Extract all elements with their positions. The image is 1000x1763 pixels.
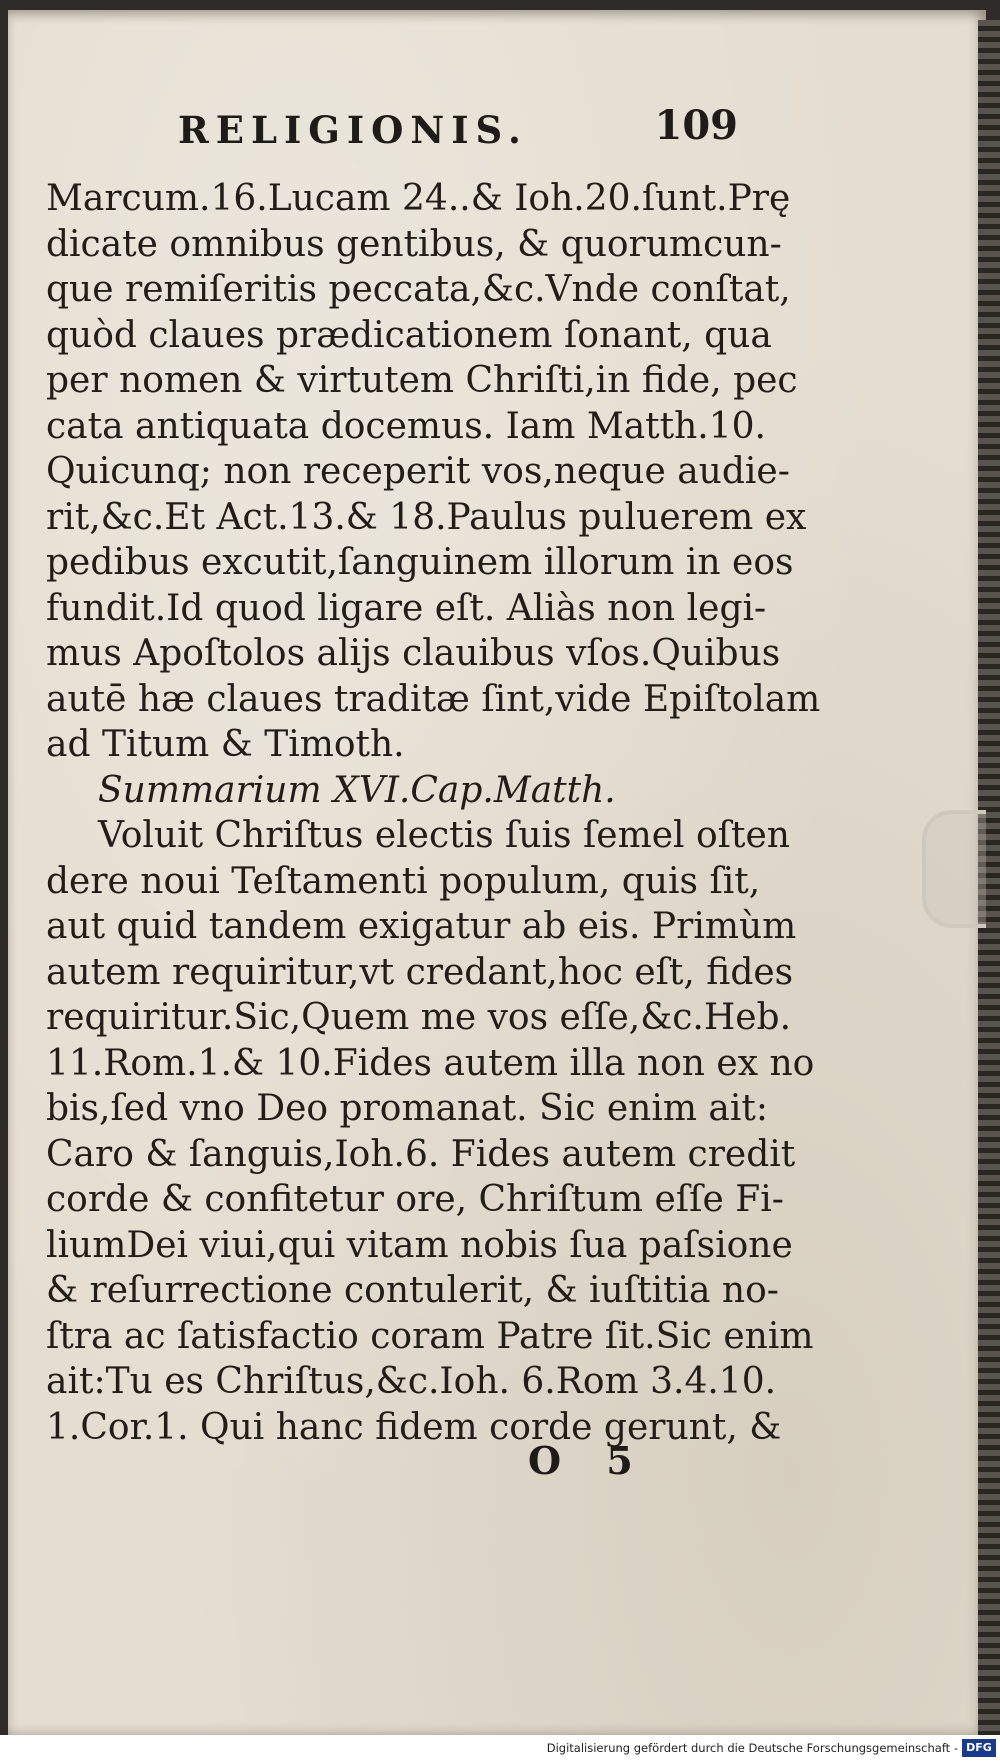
section-heading: Summarium XVI.Cap.Matth. — [98, 769, 616, 811]
text-line: Quicunq; non receperit vos,neque audie- — [46, 451, 790, 492]
text-line: corde & confitetur ore, Chriſtum eſſe Fi- — [46, 1179, 784, 1220]
dfg-logo: DFG — [962, 1739, 996, 1757]
page-number: 109 — [654, 102, 738, 149]
footer-credit: Digitalisierung gefördert durch die Deutsche Forschungsgemeinschaft - — [546, 1741, 958, 1755]
text-line: ad Titum & Timoth. — [46, 724, 405, 765]
text-line: Voluit Chriſtus electis ſuis ſemel oſten — [98, 815, 790, 856]
text-line: rit,&c.Et Act.13.& 18.Paulus puluerem ex — [46, 496, 807, 538]
text-line: per nomen & virtutem Chriſti,in fide, pec — [46, 360, 798, 401]
book-clip — [922, 810, 986, 928]
footer-bar — [0, 1735, 1000, 1763]
text-line: quòd claues prædicationem ſonant, qua — [46, 314, 772, 356]
text-line: requiritur.Sic,Quem me vos eſſe,&c.Heb. — [46, 997, 792, 1038]
book-page — [8, 10, 986, 1735]
text-line: dicate omnibus gentibus, & quorumcun- — [46, 223, 782, 265]
running-head — [178, 98, 738, 158]
text-line: aut quid tandem exigatur ab eis. Primùm — [46, 906, 797, 947]
text-line: mus Apoſtolos alijs clauibus vſos.Quibus — [46, 633, 781, 674]
text-line: Caro & ſanguis,Ioh.6. Fides autem credit — [46, 1133, 796, 1175]
text-line: autem requiritur,vt credant,hoc eſt, fides — [46, 951, 794, 993]
running-head-title: RELIGIONIS. — [178, 108, 528, 152]
text-line: ait:Tu es Chriſtus,&c.Ioh. 6.Rom 3.4.10. — [46, 1361, 777, 1402]
text-line: autē hæ claues traditæ ſint,vide Epiſtolam — [46, 678, 821, 720]
text-line: bis,ſed vno Deo promanat. Sic enim ait: — [46, 1088, 768, 1129]
text-line: cata antiquata docemus. Iam Matth.10. — [46, 405, 766, 447]
text-line: pedibus excutit,ſanguinem illorum in eos — [46, 542, 794, 583]
text-line: 11.Rom.1.& 10.Fides autem illa non ex no — [46, 1042, 815, 1084]
text-line: fundit.Id quod ligare eſt. Aliàs non legi- — [46, 587, 767, 629]
body-text — [46, 176, 821, 1450]
text-line: ſtra ac ſatisfactio coram Patre ſit.Sic enim — [46, 1315, 814, 1357]
text-line: Marcum.16.Lucam 24..& Ioh.20.ſunt.Prę — [46, 178, 791, 219]
text-line: & reſurrectione contulerit, & iuſtitia no- — [46, 1270, 779, 1311]
text-line: dere noui Teſtamenti populum, quis ſit, — [46, 860, 761, 902]
text-line: 1.Cor.1. Qui hanc fidem corde gerunt, & — [46, 1406, 782, 1448]
signature-mark: O 5 — [528, 1438, 649, 1483]
text-line: que remiſeritis peccata,&c.Vnde conſtat, — [46, 269, 791, 310]
text-line: liumDei viui,qui vitam nobis ſua paſsione — [46, 1224, 793, 1266]
